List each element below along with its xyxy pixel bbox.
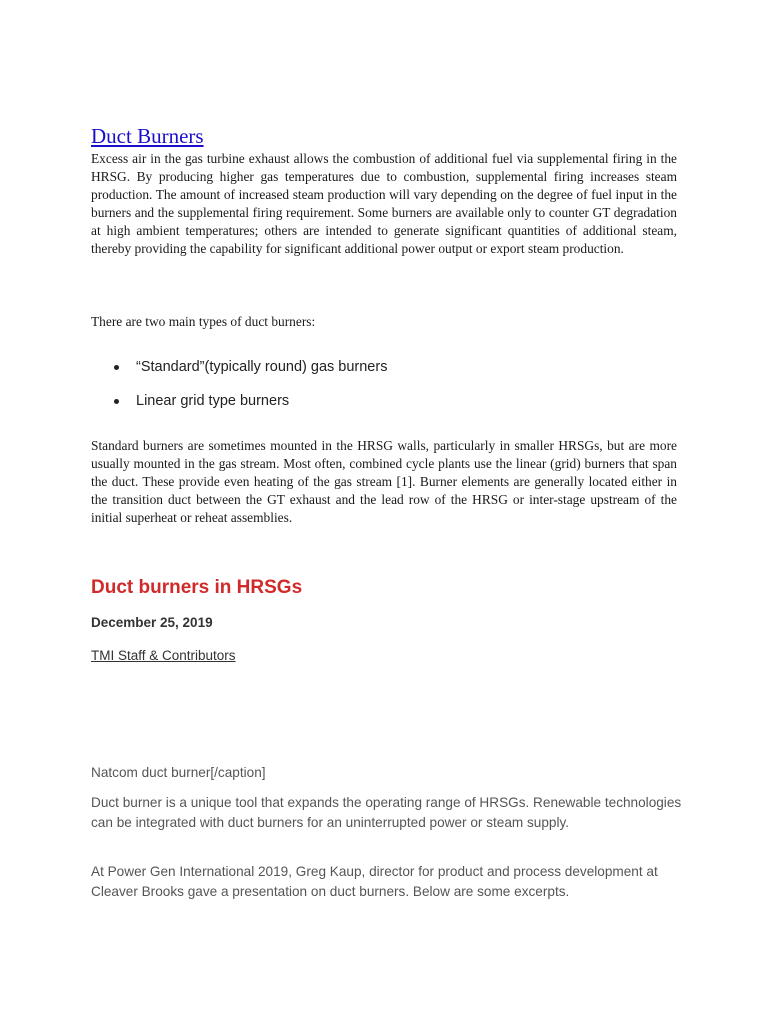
- section-title-link[interactable]: Duct Burners: [91, 124, 204, 148]
- burner-types-list: [91, 356, 387, 424]
- article-paragraph: At Power Gen International 2019, Greg Kaup, director for product and process development at Cleaver Brooks gave a presentation on duct burners. Below are some excerpts.: [91, 864, 658, 899]
- intro-paragraph: Excess air in the gas turbine exhaust allows the combustion of additional fuel via supplemental firing in the HRSG. By producing higher gas temperatures due to combustion, supplemental firing increases steam production. The amount of increased steam production will vary depending on the degree of fuel input in the burners and the supplemental firing requirement. Some burners are available only to counter GT degradation at high ambient temperatures; others are intended to generate significant quantities of additional steam, thereby providing the capability for significant additional power output or export steam production.: [91, 151, 677, 256]
- list-item-label: Linear grid type burners: [136, 393, 290, 409]
- image-caption: Natcom duct burner[/caption]: [91, 765, 266, 780]
- article-date: December 25, 2019: [91, 615, 213, 630]
- standard-burners-paragraph: Standard burners are sometimes mounted in the HRSG walls, particularly in smaller HRSGs, but are more usually mounted in the gas stream. Most often, combined cycle plants use the linear (grid) burners that span the duct. These provide even heating of the gas stream [1]. Burner elements are generally located either in the transition duct between the GT exhaust and the lead row of the HRSG or inter-stage upstream of the initial superheat or reheat assemblies.: [91, 438, 677, 525]
- article-paragraph: Duct burner is a unique tool that expands the operating range of HRSGs. Renewable technologies can be integrated with duct burners for an uninterrupted power or steam supply.: [91, 795, 682, 830]
- bullet-icon: [114, 365, 119, 370]
- list-item: [91, 356, 387, 390]
- types-intro-paragraph: There are two main types of duct burners:: [91, 314, 316, 329]
- article-title: Duct burners in HRSGs: [91, 577, 303, 598]
- article-author-link[interactable]: TMI Staff & Contributors: [91, 648, 236, 663]
- list-item: [91, 390, 387, 424]
- list-item-label: “Standard”(typically round) gas burners: [136, 359, 388, 375]
- bullet-icon: [114, 399, 119, 404]
